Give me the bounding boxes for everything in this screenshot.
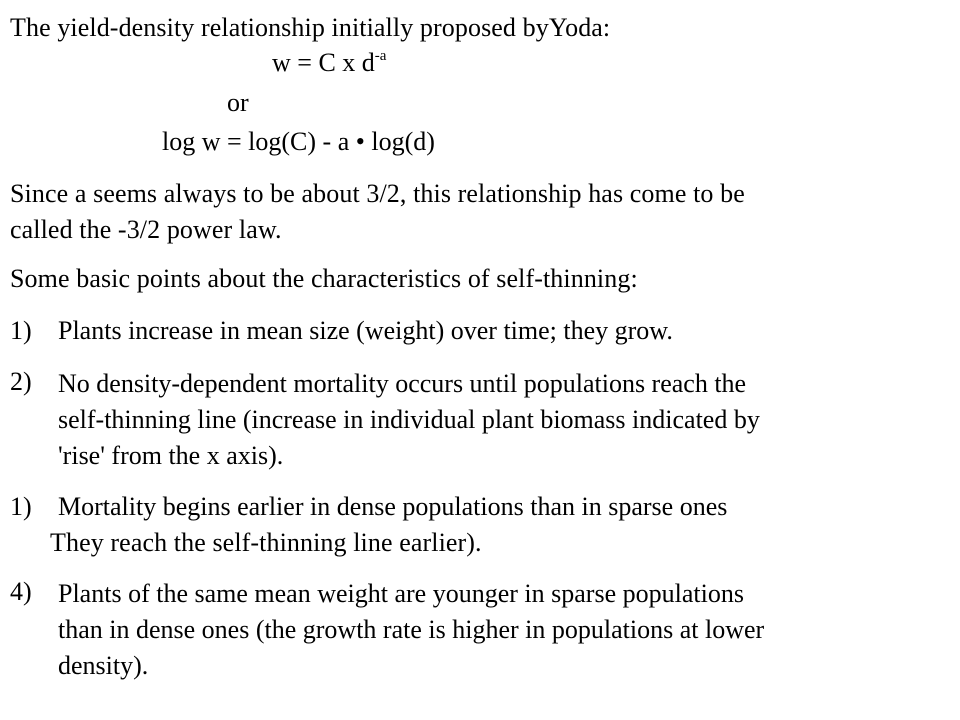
list-item-text: Plants increase in mean size (weight) over time; they grow. [58, 316, 673, 345]
points-intro: Some basic points about the characteristics of self-thinning: [10, 264, 638, 293]
formula-base: w = C x d [272, 48, 375, 77]
list-item-text: 'rise' from the x axis). [58, 441, 284, 470]
list-item-text: Mortality begins earlier in dense populations than in sparse ones [58, 492, 728, 521]
list-item-text: self-thinning line (increase in individual plant biomass indicated by [58, 405, 760, 434]
formula-exponent: -a [374, 48, 387, 64]
list-item-number: 2) [10, 367, 32, 396]
list-item-text: density). [58, 651, 149, 680]
intro-text: The yield-density relationship initially proposed byYoda: [10, 13, 611, 42]
list-item-number: 1) [10, 316, 32, 345]
formula-or: or [227, 88, 249, 117]
power-law-formula [272, 47, 386, 78]
list-item-number: 1) [10, 492, 32, 521]
power-law-text-line-2: called the -3/2 power law. [10, 215, 282, 244]
list-item-text: No density-dependent mortality occurs until populations reach the [58, 369, 747, 398]
log-formula: log w = log(C) - a • log(d) [162, 127, 435, 156]
list-item-continuation: They reach the self-thinning line earlier). [50, 528, 482, 557]
list-item-text: Plants of the same mean weight are younger in sparse populations [58, 579, 744, 608]
power-law-text-line-1: Since a seems always to be about 3/2, this relationship has come to be [10, 179, 745, 208]
list-item-text: than in dense ones (the growth rate is higher in populations at lower [58, 615, 765, 644]
list-item-number: 4) [10, 577, 32, 606]
